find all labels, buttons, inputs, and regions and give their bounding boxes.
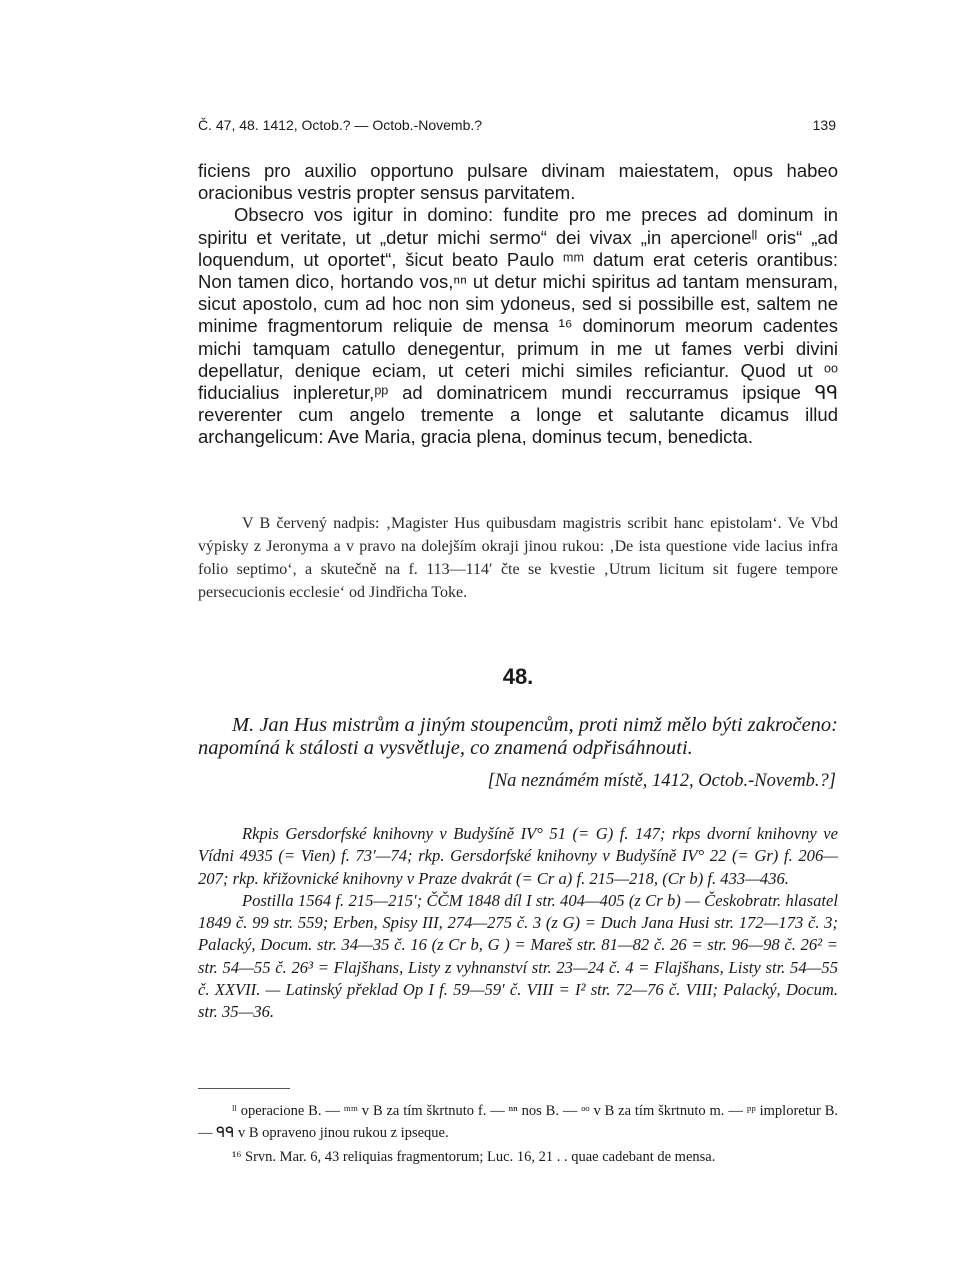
footnote-line: ¹⁶ Srvn. Mar. 6, 43 reliquias fragmentorum; Luc. 16, 21 . . quae cadebant de mensa. (232, 1149, 716, 1165)
footnote-line: ˡˡ operacione B. — ᵐᵐ v B za tím škrtnuto f. — ⁿⁿ nos B. — ᵒᵒ v B za tím škrtnuto m. — ᵖᵖ imploretur B. — ᑫᑫ v B opraveno jinou rukou z ipseque. (198, 1103, 838, 1141)
footnote-divider (198, 1088, 290, 1089)
sources-block (198, 823, 838, 1024)
manuscript-sources: Rkpis Gersdorfské knihovny v Budyšíně IV° 51 (= G) f. 147; rkps dvorní knihovny ve Vídni 4935 (= Vien) f. 73′—74; rkp. Gersdorfské knihovny v Budyšíně IV° 22 (= Gr) f. 206—207; rkp. křižovnické knihovny v Praze dvakrát (= Cr a) f. 215—218, (Cr b) f. 433—436. (198, 824, 838, 888)
section-title: M. Jan Hus mistrům a jiným stoupencům, proti nimž mělo býti zakročeno: napomíná k stálosti a vysvětluje, co znamená odpřisáhnouti. (198, 714, 839, 759)
editorial-note: V B červený nadpis: ‚Magister Hus quibusdam magistris scribit hanc epistolam‘. Ve Vbd výpisky z Jeronyma a v pravo na dolejším okraji jinou rukou: ‚De ista questione vide lacius infra folio septimo‘, a skutečně na f. 113—114′ čte se kvestie ‚Utrum licitum sit fugere tempore persecucionis ecclesie‘ od Jindřicha Toke. (198, 515, 838, 601)
footnotes (198, 1100, 838, 1168)
header-citation: Č. 47, 48. 1412, Octob.? — Octob.-Novemb.? (198, 117, 483, 133)
body-paragraph: ficiens pro auxilio opportuno pulsare divinam maiestatem, opus habeo oracionibus vestris propter sensus parvitatem. (198, 160, 838, 204)
body-paragraph: Obsecro vos igitur in domino: fundite pro me preces ad dominum in spiritu et veritate, ut „detur michi sermo“ dei vivax „in apercioneˡˡ oris“ „ad loquendum, ut oportet“, šicut beato Paulo ᵐᵐ datum erat ceteris orantibus: Non tamen dico, hortando vos,ⁿⁿ ut detur michi spiritus ad tantam mensuram, sicut apostolo, cum ad hoc non sim ydoneus, sed si possibille est, saltem ne minime fragmentorum reliquie de mensa ¹⁶ dominorum meorum cadentes michi tamquam catullo denegentur, primum in me ut fames verbi divini depellatur, denique eciam, ut ceteri michi similes reficiantur. Quod ut ᵒᵒ fiducialius inpleretur,ᵖᵖ ad dominatricem mundi reccurramus ipsique ᑫᑫ reverenter cum angelo tremente a longe et salutante dicamus illud archangelicum: Ave Maria, gracia plena, dominus tecum, benedicta. (198, 204, 838, 448)
running-header (198, 117, 838, 141)
edition-sources: Postilla 1564 f. 215—215′; ČČM 1848 díl I str. 404—405 (z Cr b) — Českobratr. hlasatel 1849 č. 99 str. 559; Erben, Spisy III, 274—275 č. 3 (z G) = Duch Jana Husi str. 172—173 č. 3; Palacký, Docum. str. 34—35 č. 16 (z Cr b, G ) = Mareš str. 81—82 č. 26 = str. 96—98 č. 26² = str. 54—55 č. 26³ = Flajšhans, Listy z vyhnanství str. 23—24 č. 4 = Flajšhans, Listy str. 54—55 č. XXVII. — Latinský překlad Op I f. 59—59′ č. VIII = I² str. 72—76 č. VIII; Palacký, Docum. str. 35—36. (198, 890, 838, 1022)
section-date: [Na neznámém místě, 1412, Octob.-Novemb.?] (487, 771, 836, 791)
page-number: 139 (812, 117, 836, 133)
section-number: 48. (502, 664, 534, 689)
letter-text (198, 160, 838, 449)
